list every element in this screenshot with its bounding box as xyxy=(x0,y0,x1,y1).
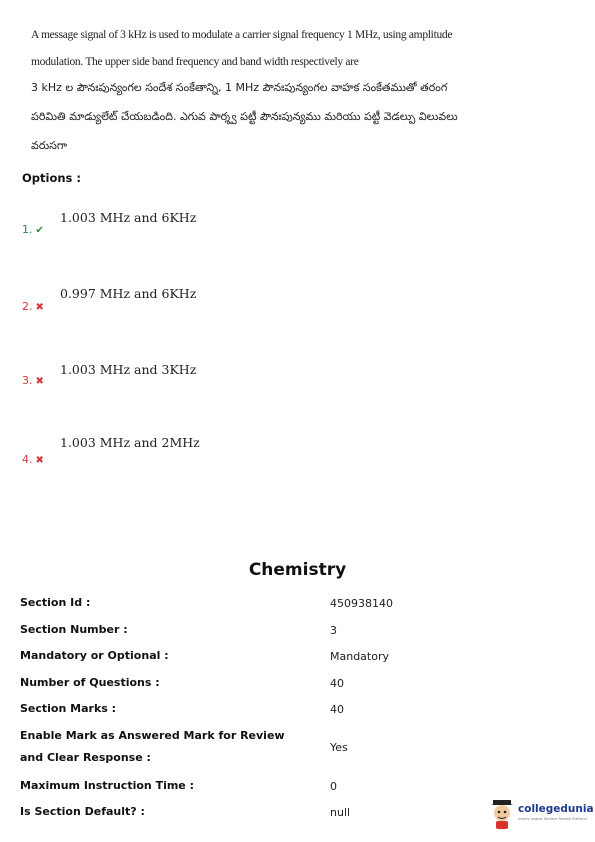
max-instruction-time-value: 0 xyxy=(330,780,337,793)
option-2-number xyxy=(22,300,44,313)
logo-name: collegedunia xyxy=(518,803,594,815)
option-2-index: 2. xyxy=(22,300,33,313)
section-marks-value: 40 xyxy=(330,703,344,716)
max-instruction-time-label: Maximum Instruction Time : xyxy=(20,779,194,792)
logo-tagline: India's largest Student Review Platform xyxy=(518,817,587,821)
option-1-index: 1. xyxy=(22,223,33,236)
option-1-text: 1.003 MHz and 6KHz xyxy=(60,210,197,225)
section-number-label: Section Number : xyxy=(20,623,128,636)
option-3-index: 3. xyxy=(22,374,33,387)
enable-mark-value: Yes xyxy=(330,741,348,754)
section-default-value: null xyxy=(330,806,351,819)
mascot-icon xyxy=(488,798,516,830)
cross-icon: ✖ xyxy=(35,455,44,466)
options-label: Options : xyxy=(22,171,81,185)
enable-mark-label: Enable Mark as Answered Mark for Review and Clear Response : xyxy=(20,729,285,764)
cross-icon: ✖ xyxy=(35,302,44,313)
cross-icon: ✖ xyxy=(35,376,44,387)
option-1-number xyxy=(22,223,44,236)
mandatory-label: Mandatory or Optional : xyxy=(20,649,169,662)
number-of-questions-value: 40 xyxy=(330,677,344,690)
section-id-value: 450938140 xyxy=(330,597,393,610)
section-number-value: 3 xyxy=(330,624,337,637)
check-icon: ✔ xyxy=(35,225,44,236)
option-4-text: 1.003 MHz and 2MHz xyxy=(60,435,200,450)
mandatory-value: Mandatory xyxy=(330,650,390,663)
section-marks-label: Section Marks : xyxy=(20,702,117,715)
option-2-text: 0.997 MHz and 6KHz xyxy=(60,286,197,301)
section-default-label: Is Section Default? : xyxy=(20,805,145,818)
collegedunia-logo xyxy=(488,798,594,832)
option-4-number xyxy=(22,453,44,466)
question-text-english: A message signal of 3 kHz is used to modulate a carrier signal frequency 1 MHz, using amplitude modulation. The upper side band frequency and band width respectively are xyxy=(31,29,453,68)
section-id-label: Section Id : xyxy=(20,596,91,609)
section-title: Chemistry xyxy=(248,560,347,580)
option-3-number xyxy=(22,374,44,387)
option-3-text: 1.003 MHz and 3KHz xyxy=(60,362,197,377)
option-4-index: 4. xyxy=(22,453,33,466)
number-of-questions-label: Number of Questions : xyxy=(20,676,160,689)
question-text-telugu: 3 kHz ల పౌనఃపున్యంగల సందేశ సంకేతాన్ని, 1 MHz పౌనఃపున్యంగల వాహక సంకేతముతో తరంగ పరిమితి మాడ్యులేట్ చేయబడింది. ఎగువ పార్శ్వ పట్టీ పౌనఃపున్యము మరియు పట్టీ వెడల్పు విలువలు వరుసగా xyxy=(31,81,458,152)
